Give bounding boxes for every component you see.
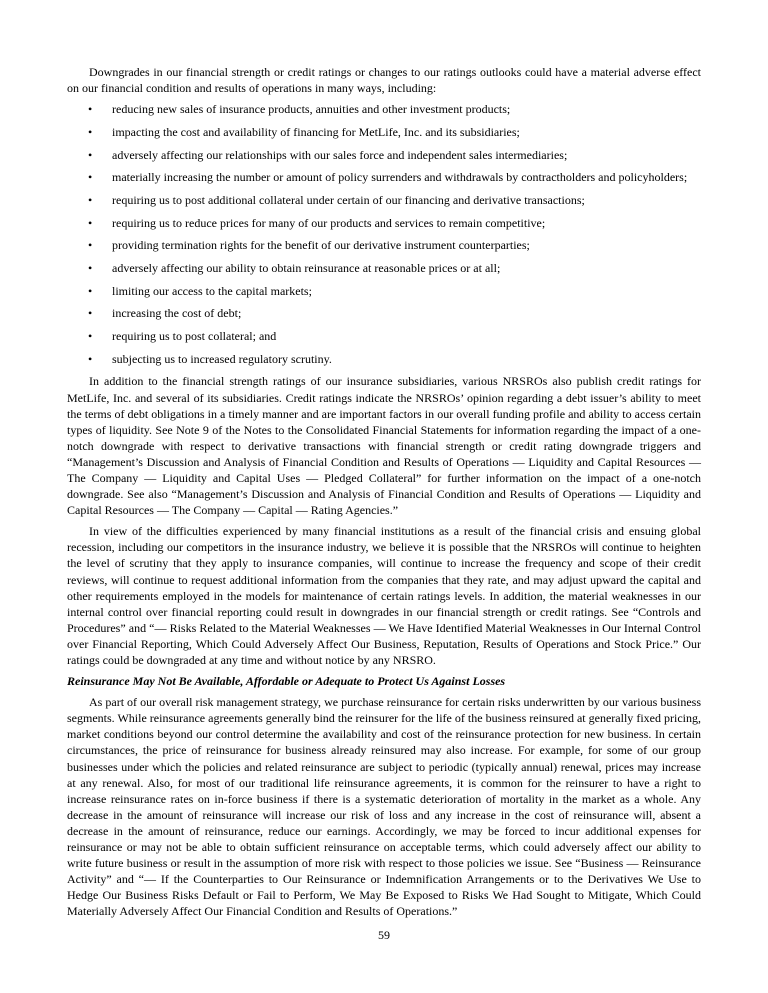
document-page [67,64,701,924]
list-item [67,101,701,117]
list-item-text: providing termination rights for the benefit of our derivative instrument counterparties; [112,238,530,253]
list-item [67,260,701,276]
bullet-icon: • [88,351,93,366]
list-item [67,169,701,185]
crisis-paragraph: In view of the difficulties experienced by many financial institutions as a result of the financial crisis and ensuing global recession, including our competitors in the insurance industry, we believe it is possible that the NRSROs will continue to heighten the level of scrutiny that they apply to insurance companies, will continue to increase the frequency and scope of their credit reviews, will continue to request additional information from the companies that they rate, and may adjust upward the capital and other requirements employed in the models for maintenance of certain ratings levels. In addition, the material weaknesses in our internal control over financial reporting could result in downgrades in our financial strength or credit ratings. See “Controls and Procedures” and “— Risks Related to the Material Weaknesses — We Have Identified Material Weaknesses in Our Internal Control over Financial Reporting, Which Could Adversely Affect Our Business, Reputation, Results of Operations and Stock Price.” Our ratings could be downgraded at any time and without notice by any NRSRO. [67,524,701,668]
bullet-icon: • [88,283,93,298]
bullet-icon: • [88,102,93,117]
list-item [67,305,701,321]
list-item-text: reducing new sales of insurance products, annuities and other investment products; [112,102,511,117]
bullet-icon: • [88,124,93,139]
list-item [67,351,701,367]
list-item [67,328,701,344]
bullet-icon: • [88,215,93,230]
bullet-icon: • [88,238,93,253]
list-item-text: increasing the cost of debt; [112,306,242,321]
list-item-text: adversely affecting our ability to obtain reinsurance at reasonable prices or at all; [112,261,501,275]
list-item-text: impacting the cost and availability of financing for MetLife, Inc. and its subsidiaries; [112,124,520,139]
list-item-text: adversely affecting our relationships with our sales force and independent sales intermediaries; [112,147,568,162]
list-item-text: subjecting us to increased regulatory scrutiny. [112,351,332,366]
list-item-text: requiring us to post additional collateral under certain of our financing and derivative transactions; [112,192,585,207]
intro-paragraph: Downgrades in our financial strength or credit ratings or changes to our ratings outlooks could have a material adverse effect on our financial condition and results of operations in many ways, including: [67,65,701,96]
list-item [67,192,701,208]
bullet-icon: • [88,192,93,207]
list-item [67,237,701,253]
list-item [67,283,701,299]
nrsro-paragraph: In addition to the financial strength ratings of our insurance subsidiaries, various NRSROs also publish credit ratings for MetLife, Inc. and several of its subsidiaries. Credit ratings indicate the NRSROs’ opinion regarding a debt issuer’s ability to meet the terms of debt obligations in a timely manner and are important factors in our overall funding profile and ability to access certain types of liquidity. See Note 9 of the Notes to the Consolidated Financial Statements for information regarding the impact of a one-notch downgrade with respect to derivative transactions with financial strength or credit rating downgrade triggers and “Management’s Discussion and Analysis of Financial Condition and Results of Operations — Liquidity and Capital Resources — The Company — Liquidity and Capital Uses — Pledged Collateral” for further information on the impact of a one-notch downgrade. See also “Management’s Discussion and Analysis of Financial Condition and Results of Operations — Liquidity and Capital Resources — The Company — Capital — Rating Agencies.” [67,374,701,518]
bullet-icon: • [88,170,93,185]
list-item-text: limiting our access to the capital markets; [112,283,312,298]
list-item [67,215,701,231]
bullet-icon: • [88,261,93,275]
bullet-icon: • [88,329,93,344]
bullet-icon: • [88,147,93,162]
bullet-icon: • [88,306,93,321]
list-item [67,147,701,163]
reinsurance-paragraph: As part of our overall risk management strategy, we purchase reinsurance for certain risks underwritten by our various business segments. While reinsurance agreements generally bind the reinsurer for the life of the business reinsured at generally fixed pricing, market conditions beyond our control determine the availability and cost of the reinsurance protection for new business. In certain circumstances, the price of reinsurance for business already reinsured may also increase. For example, for some of our group businesses under which the policies and related reinsurance are subject to periodic (typically annual) renewal, prices may increase at any renewal. Also, for most of our traditional life reinsurance agreements, it is common for the reinsurer to have a right to increase reinsurance rates on in-force business if there is a systematic deterioration of mortality in the market as a whole. Any decrease in the amount of reinsurance will increase our risk of loss and any increase in the cost of reinsurance will, absent a decrease in the amount of reinsurance, reduce our earnings. Accordingly, we may be forced to incur additional expenses for reinsurance or may not be able to obtain sufficient reinsurance on acceptable terms, which could adversely affect our ability to write future business or result in the assumption of more risk with respect to those policies we issue. See “Business — Reinsurance Activity” and “— If the Counterparties to Our Reinsurance or Indemnification Arrangements or to the Derivatives We Use to Hedge Our Business Risks Default or Fail to Perform, We May Be Exposed to Risks We Had Sought to Mitigate, Which Could Materially Adversely Affect Our Financial Condition and Results of Operations.” [67,695,701,919]
list-item-text: materially increasing the number or amount of policy surrenders and withdrawals by contractholders and policyholders; [112,170,688,185]
section-heading: Reinsurance May Not Be Available, Affordable or Adequate to Protect Us Against Losses [67,674,506,689]
downgrade-effects-list [67,101,701,367]
list-item [67,124,701,140]
page-number: 59 [378,928,390,942]
list-item-text: requiring us to post collateral; and [112,329,277,344]
list-item-text: requiring us to reduce prices for many of our products and services to remain competitive; [112,215,546,230]
